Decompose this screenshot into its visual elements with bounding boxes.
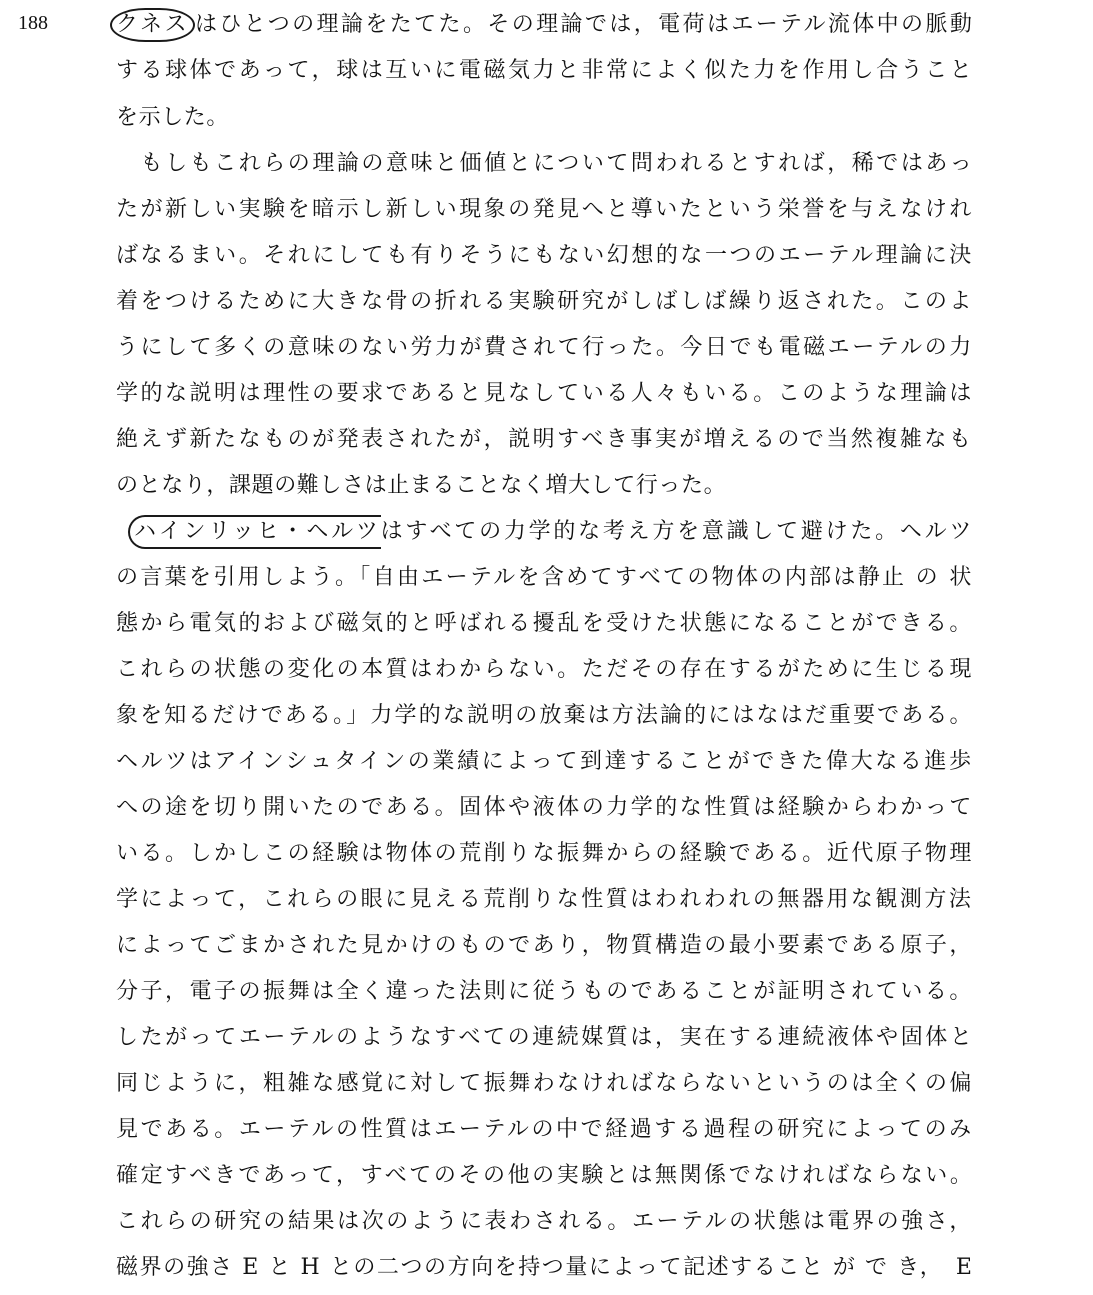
line-text: はすべての力学的な考え方を意識して避けた。ヘルツ [380,519,975,544]
text-line-25: 見である。エーテルの性質はエーテルの中で経過する過程の研究によってのみ [116,1117,974,1142]
text-line-23: したがってエーテルのようなすべての連続媒質は，実在する連続液体や固体と [116,1025,975,1050]
text-line-8: うにして多くの意味のない労力が費されて行った。今日でも電磁エーテルの力 [116,335,974,360]
text-line-9: 学的な説明は理性の要求であると見なしている人々もいる。このような理論は [116,381,974,406]
text-line-5: たが新しい実験を暗示し新しい現象の発見へと導いたという栄誉を与えなけれ [116,197,974,222]
text-line-20: 学によって，これらの眼に見える荒削りな性質はわれわれの無器用な観測方法 [116,887,974,912]
text-line-1 [116,2,974,48]
text-line-10: 絶えず新たなものが発表されたが，説明すべき事実が増えるので当然複雑なも [116,427,974,452]
text-line-2: する球体であって，球は互いに電磁気力と非常によく似た力を作用し合うこと [116,58,975,83]
text-line-11: のとなり，課題の難しさは止まることなく増大して行った。 [116,473,727,498]
text-line-15: これらの状態の変化の本質はわからない。ただその存在するがために生じる現 [116,657,974,682]
text-line-12 [116,509,974,555]
text-line-14: 態から電気的および磁気的と呼ばれる擾乱を受けた状態になることができる。 [116,611,974,636]
line-text: はひとつの理論をたてた。その理論では，電荷はエーテル流体中の脈動 [194,12,975,37]
text-line-3: を示した。 [116,105,230,130]
page-number: 188 [18,12,48,34]
text-line-17: ヘルツはアインシュタインの業績によって到達することができた偉大なる進歩 [116,749,974,774]
text-line-6: ばなるまい。それにしても有りそうにもない幻想的な一つのエーテル理論に決 [116,243,974,268]
text-line-4: もしもこれらの理論の意味と価値とについて問われるとすれば，稀ではあっ [116,151,975,176]
text-line-22: 分子，電子の振舞は全く違った法則に従うものであることが証明されている。 [116,979,974,1004]
text-line-16: 象を知るだけである。」力学的な説明の放棄は方法論的にはなはだ重要である。 [116,703,974,728]
text-line-26: 確定すべきであって，すべてのその他の実験とは無関係でなければならない。 [116,1163,975,1188]
text-line-28: 磁界の強さ E と H との二つの方向を持つ量によって記述すること が で き， E [116,1255,974,1280]
text-line-18: への途を切り開いたのである。固体や液体の力学的な性質は経験からわかって [116,795,974,820]
text-line-13: の言葉を引用しよう。「自由エーテルを含めてすべての物体の内部は静止 の 状 [116,565,974,590]
text-line-7: 着をつけるために大きな骨の折れる実験研究がしばしば繰り返された。このよ [116,289,974,314]
text-line-24: 同じように，粗雑な感覚に対して振舞わなければならないというのは全くの偏 [116,1071,974,1096]
circled-name-hertz: ハインリッヒ・ヘルツ [128,515,381,549]
circled-name-knes: クネス [110,8,195,42]
text-line-19: いる。しかしこの経験は物体の荒削りな振舞からの経験である。近代原子物理 [116,841,974,866]
text-line-21: によってごまかされた見かけのものであり，物質構造の最小要素である原子， [116,933,974,958]
text-line-27: これらの研究の結果は次のように表わされる。エーテルの状態は電界の強さ， [116,1209,974,1234]
